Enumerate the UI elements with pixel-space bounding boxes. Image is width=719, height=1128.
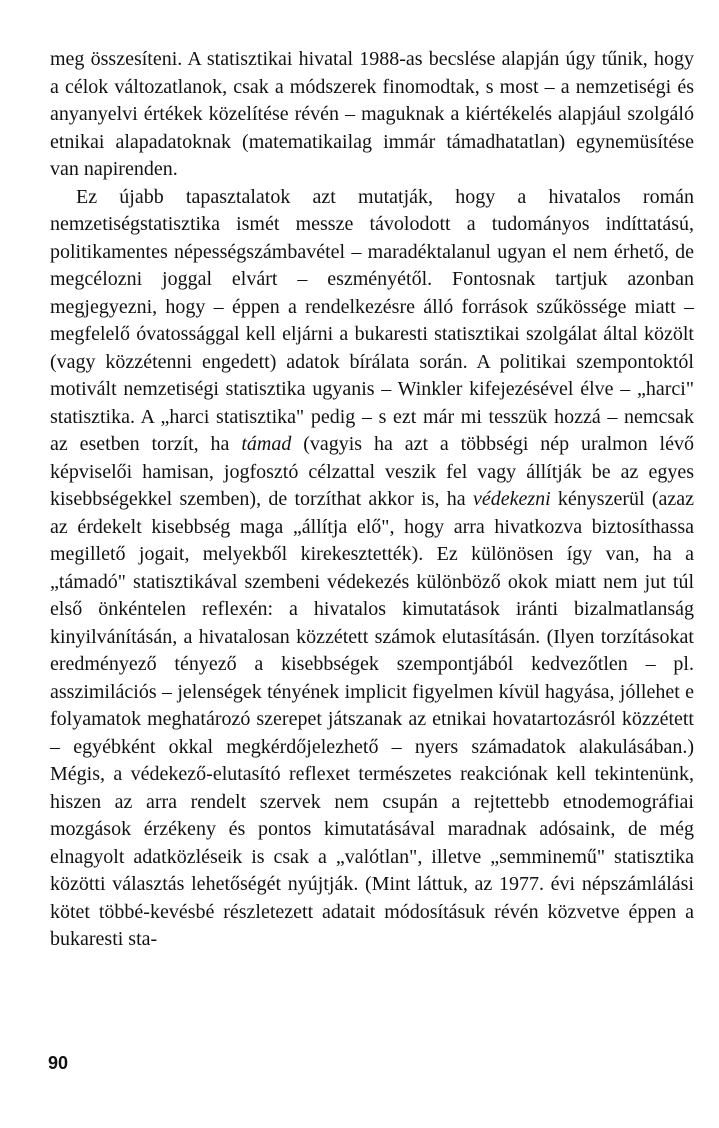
paragraph-text: Ez újabb tapasztalatok azt mutatják, hogy a hivatalos román nemzetiségstatisztika ismét messze távolodott a tudományos indíttatású, politikamentes népességszámbavétel – maradéktalanul ugyan el nem érhető, de megcélozni joggal elvárt – eszményétől. Fontosnak tartjuk azonban megjegyezni, hogy – éppen a rendelkezésre álló források szűkössége miatt – megfelelő óvatossággal kell eljárni a bukaresti statisztikai szolgálat által közölt (vagy közzétenni engedett) adatok bírálata során. A politikai szempontoktól motivált nemzetiségi statisztika ugyanis – Winkler kifejezésével élve – „harci" statisztika. A „harci statisztika" pedig – s ezt már mi tesszük hozzá – nemcsak az esetben torzít, ha xyxy=(50,185,694,455)
paragraph-continued: meg összesíteni. A statisztikai hivatal 1988-as becslése alapján úgy tűnik, hogy a célok változatlanok, csak a módszerek finomodtak, s most – a nemzetiségi és anyanyelvi értékek közelítése révén – maguknak a kiértékelés alapjául szolgáló etnikai alapadatoknak (matematikailag immár támadhatatlan) egynemüsítése van napirenden. xyxy=(50,48,694,180)
body-text xyxy=(50,46,694,954)
emphasized-word: védekezni xyxy=(472,488,551,510)
paragraph-text: (vagyis ha azt a többségi nép uralmon lévő képviselői hamisan, jogfosztó célzattal veszik fel vagy állítják be az egyes kisebbségekkel szemben), de torzíthat akkor is, ha xyxy=(50,433,694,510)
emphasized-word: támad xyxy=(241,433,292,455)
page-number: 90 xyxy=(48,1053,69,1073)
paragraph-text: kényszerül (azaz az érdekelt kisebbség maga „állítja elő", hogy arra hivatkozva biztosíthassa megillető jogait, melyekből kirekesztették). Ez különösen így van, ha a „támadó" statisztikával szembeni védekezés különböző okok miatt nem jut túl első önkéntelen reflexén: a hivatalos kimutatások iránti bizalmatlanság kinyilvánításán, a hivatalosan közzétett számok elutasításán. (Ilyen torzításokat eredményező tényező a kisebbségek szempontjából kedvezőtlen – pl. asszimilációs – jelenségek tényének implicit figyelmen kívül hagyása, jóllehet e folyamatok meghatározó szerepet játszanak az etnikai hovatartozásról közzétett – egyébként okkal megkérdőjelezhető – nyers számadatok alakulásában.) Mégis, a védekező-elutasító reflexet természetes reakciónak kell tekintenünk, hiszen az arra rendelt szervek nem csupán a rejtettebb etnodemográfiai mozgások érzékeny és pontos kimutatásával maradnak adósaink, de még elnagyolt adatközléseik is csak a „valótlan", illetve „semminemű" statisztika közötti választás lehetőségét nyújtják. (Mint láttuk, az 1977. évi népszámlálási kötet többé-kevésbé részletezett adatait módosításuk révén közvetve éppen a bukaresti sta- xyxy=(50,488,694,950)
paragraph xyxy=(50,184,694,954)
